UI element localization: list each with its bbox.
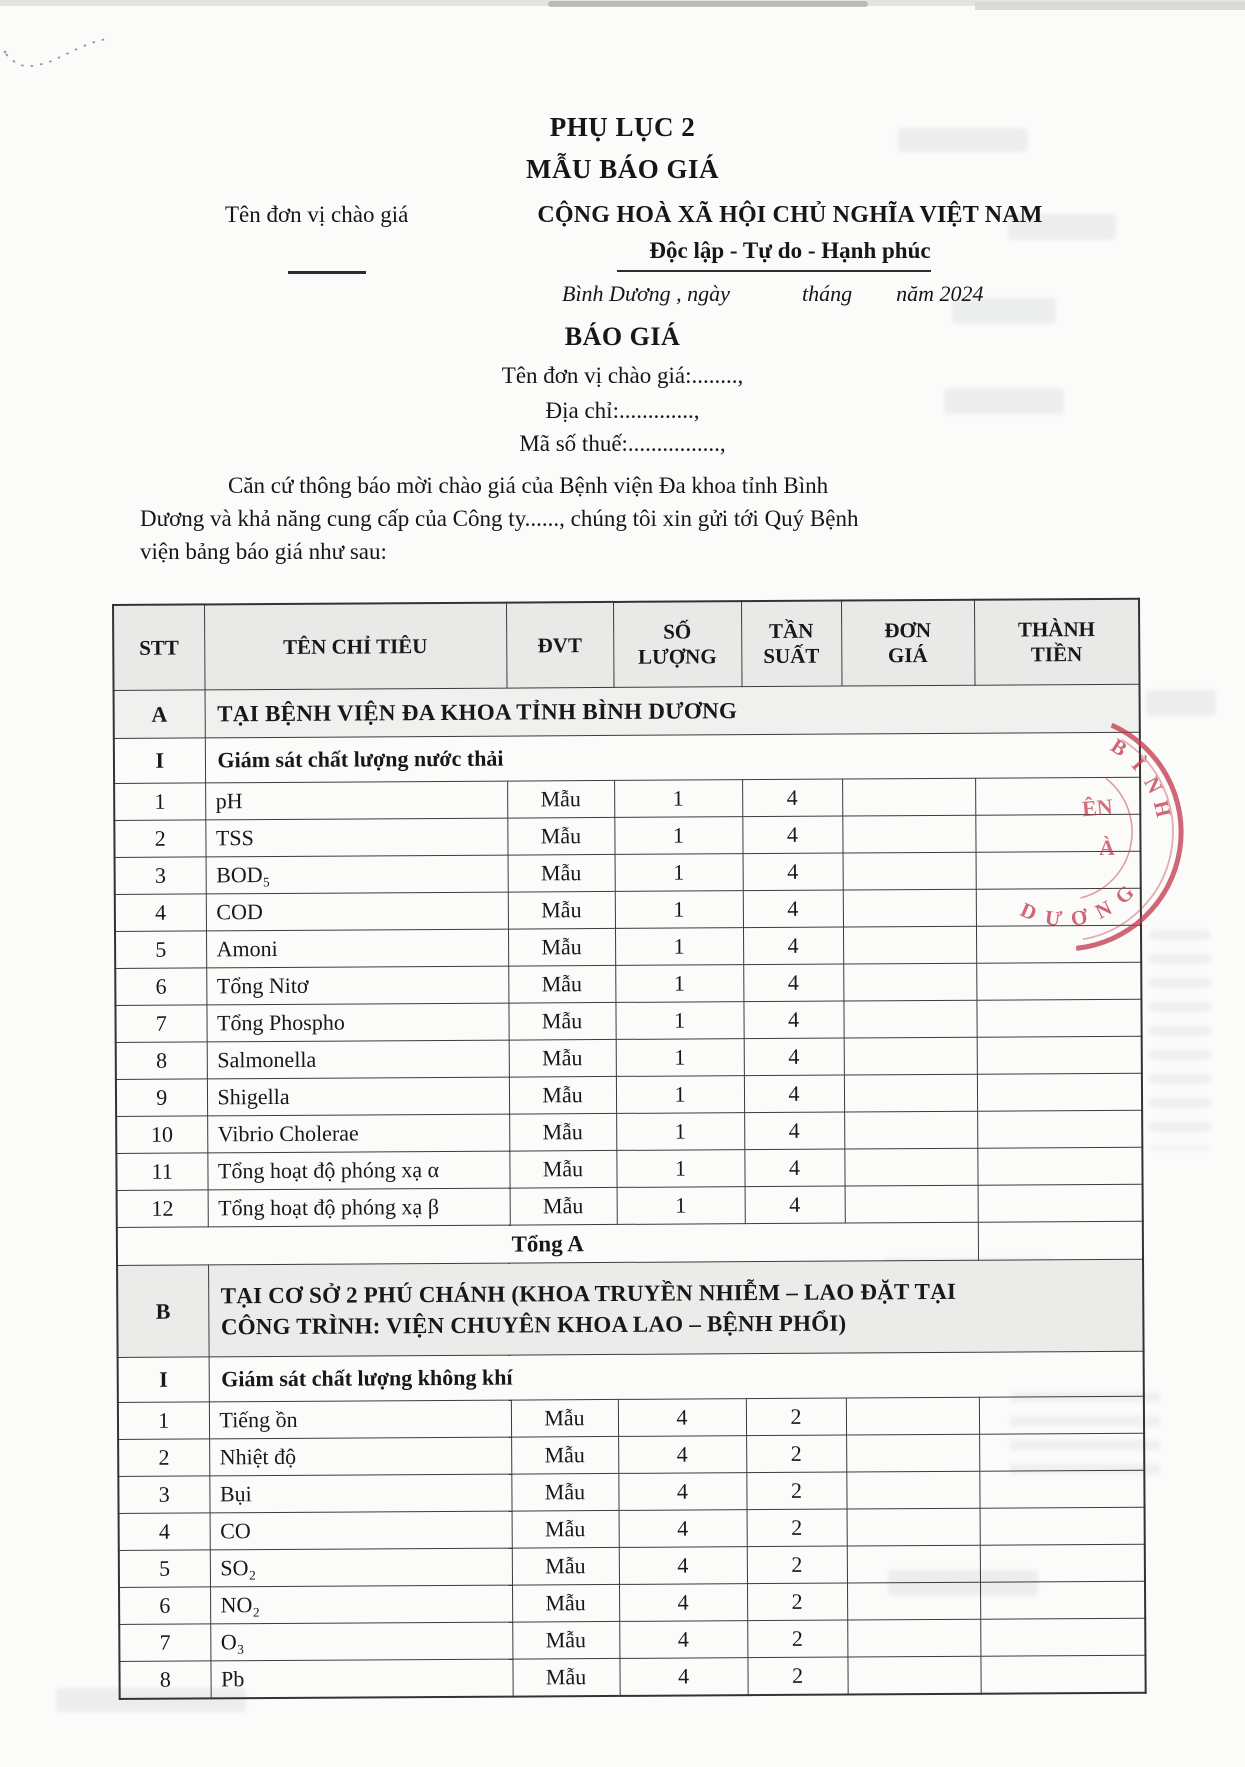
item-row: [119, 1618, 1145, 1661]
cell-don-gia: [847, 1582, 980, 1620]
total-row: [117, 1221, 1143, 1265]
table-header-row: [113, 599, 1140, 691]
item-row: [116, 1036, 1142, 1079]
cell-dvt: Mẫu: [512, 1621, 619, 1659]
section-number: A: [114, 690, 205, 739]
cell-dvt: Mẫu: [511, 1436, 618, 1474]
cell-tan-suat: 4: [743, 890, 843, 928]
cell-so-luong: 1: [615, 928, 743, 966]
cell-so-luong: 1: [615, 1002, 743, 1040]
column-header: TÊN CHỈ TIÊU: [204, 603, 507, 690]
section-row: [118, 1351, 1144, 1402]
cell-dvt: Mẫu: [512, 1547, 619, 1585]
stamp-letter: Ư: [1043, 905, 1064, 932]
cell-so-luong: 1: [616, 1039, 744, 1077]
item-row: [116, 1073, 1142, 1116]
cell-stt: 3: [118, 1476, 209, 1514]
cell-tan-suat: 4: [742, 779, 842, 817]
national-motto-line2: Độc lập - Tự do - Hạnh phúc: [649, 238, 931, 263]
cell-stt: 4: [119, 1513, 210, 1551]
cell-dvt: Mẫu: [508, 854, 615, 892]
cell-ten-chi-tieu: SO₂: [210, 1548, 512, 1587]
cell-don-gia: [844, 1074, 977, 1112]
cell-thanh-tien: [979, 1470, 1144, 1508]
cell-stt: 8: [119, 1661, 210, 1699]
cell-stt: 10: [116, 1116, 207, 1154]
cell-ten-chi-tieu: Salmonella: [207, 1040, 509, 1079]
cell-dvt: Mẫu: [510, 1187, 617, 1225]
cell-dvt: Mẫu: [512, 1510, 619, 1548]
cell-ten-chi-tieu: COD: [206, 892, 508, 931]
cell-thanh-tien: [980, 1581, 1145, 1619]
cell-tan-suat: 4: [743, 927, 843, 965]
item-row: [116, 1110, 1142, 1153]
section-label: TẠI BỆNH VIỆN ĐA KHOA TỈNH BÌNH DƯƠNG: [205, 684, 1140, 738]
cell-stt: 7: [115, 1005, 206, 1043]
cell-don-gia: [847, 1508, 980, 1546]
stamp-letter: D: [1016, 897, 1041, 926]
cell-so-luong: 1: [616, 1150, 744, 1188]
cell-stt: 11: [116, 1153, 207, 1191]
cell-so-luong: 4: [618, 1399, 746, 1437]
section-label: Giám sát chất lượng không khí: [209, 1351, 1144, 1402]
cell-tan-suat: 4: [744, 1149, 844, 1187]
cell-tan-suat: 2: [747, 1657, 847, 1695]
item-row: [117, 1184, 1143, 1227]
cell-thanh-tien: [976, 999, 1141, 1037]
cell-dvt: Mẫu: [512, 1658, 619, 1696]
item-row: [118, 1470, 1144, 1513]
stamp-fragment: ÊN: [1081, 793, 1114, 822]
cell-thanh-tien: [980, 1655, 1145, 1693]
doc-title: BÁO GIÁ: [564, 322, 681, 351]
stamp-letter: G: [1110, 880, 1139, 909]
item-row: [116, 1147, 1142, 1190]
cell-stt: 3: [115, 857, 206, 895]
cell-don-gia: [846, 1471, 979, 1509]
date-month: tháng: [801, 281, 853, 306]
national-motto-line1: CỘNG HOÀ XÃ HỘI CHỦ NGHĨA VIỆT NAM: [537, 202, 1043, 228]
cell-ten-chi-tieu: Tổng Nitơ: [206, 966, 508, 1005]
intro-line: Dương và khả năng cung cấp của Công ty......, chúng tôi xin gửi tới Quý Bệnh: [140, 506, 859, 531]
cell-so-luong: 4: [619, 1510, 747, 1548]
stamp-letter: N: [1091, 895, 1116, 924]
cell-don-gia: [844, 1111, 977, 1149]
intro-line: Căn cứ thông báo mời chào giá của Bệnh viện Đa khoa tỉnh Bình: [228, 473, 829, 498]
cell-dvt: Mẫu: [507, 780, 614, 818]
cell-ten-chi-tieu: BOD₅: [206, 855, 508, 894]
date-year: năm 2024: [896, 281, 984, 306]
cell-dvt: Mẫu: [508, 965, 615, 1003]
cell-tan-suat: 2: [747, 1509, 847, 1547]
stamp-fragment: À: [1099, 835, 1115, 860]
column-header: STT: [113, 604, 205, 690]
section-number: B: [117, 1265, 209, 1358]
cell-don-gia: [847, 1545, 980, 1583]
stamp-letter: H: [1148, 798, 1176, 820]
cell-tan-suat: 2: [746, 1435, 846, 1473]
stamp-letter: Ơ: [1068, 904, 1090, 931]
total-label: Tổng A: [117, 1222, 978, 1265]
cell-ten-chi-tieu: Vibrio Cholerae: [207, 1114, 509, 1153]
cell-don-gia: [844, 1148, 977, 1186]
column-header: ĐƠN GIÁ: [841, 600, 975, 686]
official-stamp: [940, 698, 1190, 988]
cell-tan-suat: 2: [747, 1546, 847, 1584]
cell-so-luong: 1: [615, 891, 743, 929]
cell-ten-chi-tieu: Tiếng ồn: [209, 1400, 511, 1439]
cell-stt: 6: [115, 968, 206, 1006]
cell-ten-chi-tieu: pH: [205, 781, 507, 820]
cell-stt: 5: [115, 931, 206, 969]
cell-don-gia: [847, 1656, 980, 1694]
cell-so-luong: 4: [619, 1658, 747, 1696]
cell-ten-chi-tieu: NO₂: [210, 1585, 512, 1624]
form-title: MẪU BÁO GIÁ: [526, 154, 719, 184]
cell-tan-suat: 4: [743, 1001, 843, 1039]
cell-stt: 8: [116, 1042, 207, 1080]
cell-thanh-tien: [977, 1110, 1142, 1148]
appendix-title: PHỤ LỤC 2: [549, 112, 696, 142]
cell-ten-chi-tieu: Pb: [210, 1659, 512, 1698]
stamp-letter: B: [1106, 733, 1132, 762]
cell-so-luong: 1: [615, 854, 743, 892]
form-line-taxcode: Mã số thuế:................,: [519, 431, 726, 456]
cell-so-luong: 1: [616, 1113, 744, 1151]
section-row: [117, 1259, 1144, 1357]
cell-tan-suat: 4: [745, 1186, 845, 1224]
cell-dvt: Mẫu: [512, 1584, 619, 1622]
section-label: TẠI CƠ SỞ 2 PHÚ CHÁNH (KHOA TRUYỀN NHIỄM – LAO ĐẶT TẠI CÔNG TRÌNH: VIỆN CHUYÊN KHOA LAO – BỆNH PHỔI): [208, 1259, 1144, 1357]
cell-don-gia: [843, 1000, 976, 1038]
section-number: I: [118, 1357, 209, 1403]
cell-tan-suat: 4: [744, 1038, 844, 1076]
unit-label: Tên đơn vị chào giá: [225, 202, 409, 227]
cell-so-luong: 1: [614, 780, 742, 818]
cell-dvt: Mẫu: [509, 1150, 616, 1188]
cell-stt: 1: [118, 1402, 209, 1440]
intro-line: viện bảng báo giá như sau:: [140, 539, 387, 564]
cell-ten-chi-tieu: TSS: [205, 818, 507, 857]
form-line-unit: Tên đơn vị chào giá:........,: [501, 363, 744, 388]
cell-dvt: Mẫu: [509, 1039, 616, 1077]
item-row: [119, 1655, 1145, 1698]
cell-dvt: Mẫu: [508, 891, 615, 929]
unit-underline: [288, 271, 366, 274]
cell-ten-chi-tieu: O₃: [210, 1622, 512, 1661]
cell-thanh-tien: [977, 1073, 1142, 1111]
cell-stt: 2: [118, 1439, 209, 1477]
date-place: Bình Dương , ngày: [562, 281, 730, 306]
cell-so-luong: 1: [615, 965, 743, 1003]
cell-ten-chi-tieu: Bụi: [209, 1474, 511, 1513]
cell-stt: 12: [117, 1190, 208, 1228]
cell-so-luong: 4: [619, 1584, 747, 1622]
item-row: [119, 1581, 1145, 1624]
cell-dvt: Mẫu: [509, 1113, 616, 1151]
stamp-ring: [1076, 725, 1181, 948]
cell-dvt: Mẫu: [509, 1076, 616, 1114]
cell-ten-chi-tieu: Amoni: [206, 929, 508, 968]
scan-artifact: [548, 1, 868, 7]
cell-ten-chi-tieu: Shigella: [207, 1077, 509, 1116]
cell-stt: 2: [114, 820, 205, 858]
scan-artifact: [975, 2, 1245, 10]
stamp-letter: N: [1139, 772, 1168, 798]
motto-underline: [617, 270, 931, 272]
item-row: [118, 1396, 1144, 1439]
cell-don-gia: [846, 1397, 979, 1435]
cell-thanh-tien: [980, 1618, 1145, 1656]
item-row: [115, 999, 1141, 1042]
cell-tan-suat: 2: [746, 1398, 846, 1436]
cell-stt: 4: [115, 894, 206, 932]
cell-so-luong: 4: [618, 1436, 746, 1474]
date-line: [562, 281, 983, 307]
column-header: THÀNH TIỀN: [974, 599, 1140, 686]
cell-so-luong: 4: [619, 1621, 747, 1659]
column-header: ĐVT: [506, 602, 614, 688]
cell-stt: 6: [119, 1587, 210, 1625]
column-header: SỐ LƯỢNG: [613, 601, 742, 687]
cell-stt: 7: [119, 1624, 210, 1662]
cell-thanh-tien: [980, 1544, 1145, 1582]
cell-thanh-tien: [977, 1036, 1142, 1074]
cell-ten-chi-tieu: Tổng hoạt độ phóng xạ α: [207, 1151, 509, 1190]
cell-thanh-tien: [979, 1433, 1144, 1471]
cell-don-gia: [844, 1037, 977, 1075]
cell-dvt: Mẫu: [508, 928, 615, 966]
item-row: [119, 1507, 1145, 1550]
pen-scribble: [0, 28, 130, 88]
cell-tan-suat: 4: [742, 816, 842, 854]
cell-ten-chi-tieu: CO: [210, 1511, 512, 1550]
cell-so-luong: 1: [614, 817, 742, 855]
intro-paragraph: [140, 469, 1070, 568]
item-row: [118, 1433, 1144, 1476]
section-label: Giám sát chất lượng nước thải: [205, 732, 1140, 783]
cell-dvt: Mẫu: [511, 1473, 618, 1511]
cell-so-luong: 1: [616, 1076, 744, 1114]
cell-so-luong: 4: [618, 1473, 746, 1511]
cell-dvt: Mẫu: [508, 1002, 615, 1040]
cell-stt: 9: [116, 1079, 207, 1117]
cell-so-luong: 4: [619, 1547, 747, 1585]
cell-tan-suat: 2: [747, 1620, 847, 1658]
cell-tan-suat: 4: [744, 1112, 844, 1150]
cell-tan-suat: 4: [744, 1075, 844, 1113]
cell-tan-suat: 2: [746, 1472, 846, 1510]
cell-thanh-tien: [978, 1184, 1143, 1222]
stamp-letter: Ì: [1126, 752, 1151, 775]
cell-don-gia: [845, 1185, 978, 1223]
item-row: [119, 1544, 1145, 1587]
cell-dvt: Mẫu: [511, 1399, 618, 1437]
cell-so-luong: 1: [617, 1187, 745, 1225]
cell-dvt: Mẫu: [507, 817, 614, 855]
cell-ten-chi-tieu: Tổng Phospho: [206, 1003, 508, 1042]
cell-stt: 1: [114, 783, 205, 821]
section-number: I: [114, 738, 205, 784]
cell-don-gia: [846, 1434, 979, 1472]
cell-thanh-tien: [977, 1147, 1142, 1185]
cell-tan-suat: 2: [747, 1583, 847, 1621]
cell-thanh-tien: [979, 1396, 1144, 1434]
cell-stt: 5: [119, 1550, 210, 1588]
cell-ten-chi-tieu: Nhiệt độ: [209, 1437, 511, 1476]
cell-don-gia: [847, 1619, 980, 1657]
cell-tan-suat: 4: [743, 853, 843, 891]
cell-thanh-tien: [980, 1507, 1145, 1545]
form-line-address: Địa chỉ:.............,: [545, 398, 700, 423]
cell-thanh-tien: [978, 1221, 1143, 1260]
column-header: TẦN SUẤT: [741, 601, 842, 687]
cell-ten-chi-tieu: Tổng hoạt độ phóng xạ β: [208, 1188, 510, 1227]
cell-tan-suat: 4: [743, 964, 843, 1002]
